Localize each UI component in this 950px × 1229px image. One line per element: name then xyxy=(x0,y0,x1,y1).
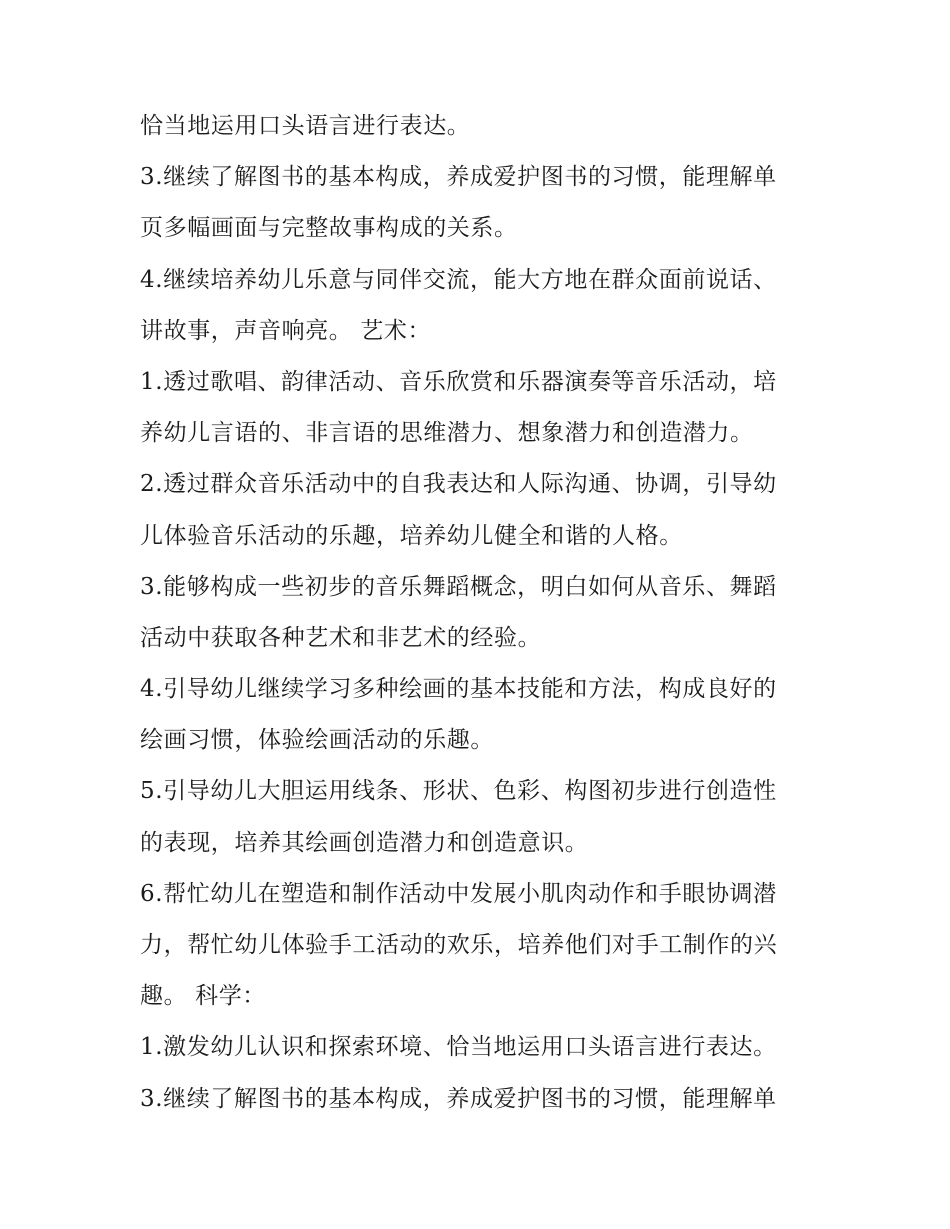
text-line: 趣。 科学： xyxy=(140,983,266,1010)
text-line: 绘画习惯，体验绘画活动的乐趣。 xyxy=(140,727,494,754)
text-line: 讲故事，声音响亮。 艺术： xyxy=(140,317,432,344)
text-line: 活动中获取各种艺术和非艺术的经验。 xyxy=(140,624,542,651)
text-line: 1.透过歌唱、韵律活动、音乐欣赏和乐器演奏等音乐活动，培 xyxy=(140,368,777,395)
document-body xyxy=(140,101,820,1125)
text-line: 6.帮忙幼儿在塑造和制作活动中发展小肌肉动作和手眼协调潜 xyxy=(140,880,777,907)
text-line: 4.引导幼儿继续学习多种绘画的基本技能和方法，构成良好的 xyxy=(140,676,777,703)
text-line: 3.能够构成一些初步的音乐舞蹈概念，明白如何从音乐、舞蹈 xyxy=(140,573,777,600)
text-line: 3.继续了解图书的基本构成，养成爱护图书的习惯，能理解单 xyxy=(140,1085,777,1112)
text-line: 力，帮忙幼儿体验手工活动的欢乐，培养他们对手工制作的兴 xyxy=(140,932,778,958)
text-line: 1.激发幼儿认识和探索环境、恰当地运用口头语言进行表达。 xyxy=(140,1034,777,1061)
text-line: 恰当地运用口头语言进行表达。 xyxy=(140,113,471,139)
text-line: 4.继续培养幼儿乐意与同伴交流，能大方地在群众面前说话、 xyxy=(140,266,777,293)
text-line: 的表现，培养其绘画创造潜力和创造意识。 xyxy=(140,829,589,856)
text-line: 养幼儿言语的、非言语的思维潜力、想象潜力和创造潜力。 xyxy=(140,420,754,447)
text-line: 儿体验音乐活动的乐趣，培养幼儿健全和谐的人格。 xyxy=(140,522,683,549)
text-line: 3.继续了解图书的基本构成，养成爱护图书的习惯，能理解单 xyxy=(140,164,777,191)
text-line: 页多幅画面与完整故事构成的关系。 xyxy=(140,215,518,242)
text-line: 5.引导幼儿大胆运用线条、形状、色彩、构图初步进行创造性 xyxy=(140,778,777,805)
text-line: 2.透过群众音乐活动中的自我表达和人际沟通、协调，引导幼 xyxy=(140,471,777,498)
